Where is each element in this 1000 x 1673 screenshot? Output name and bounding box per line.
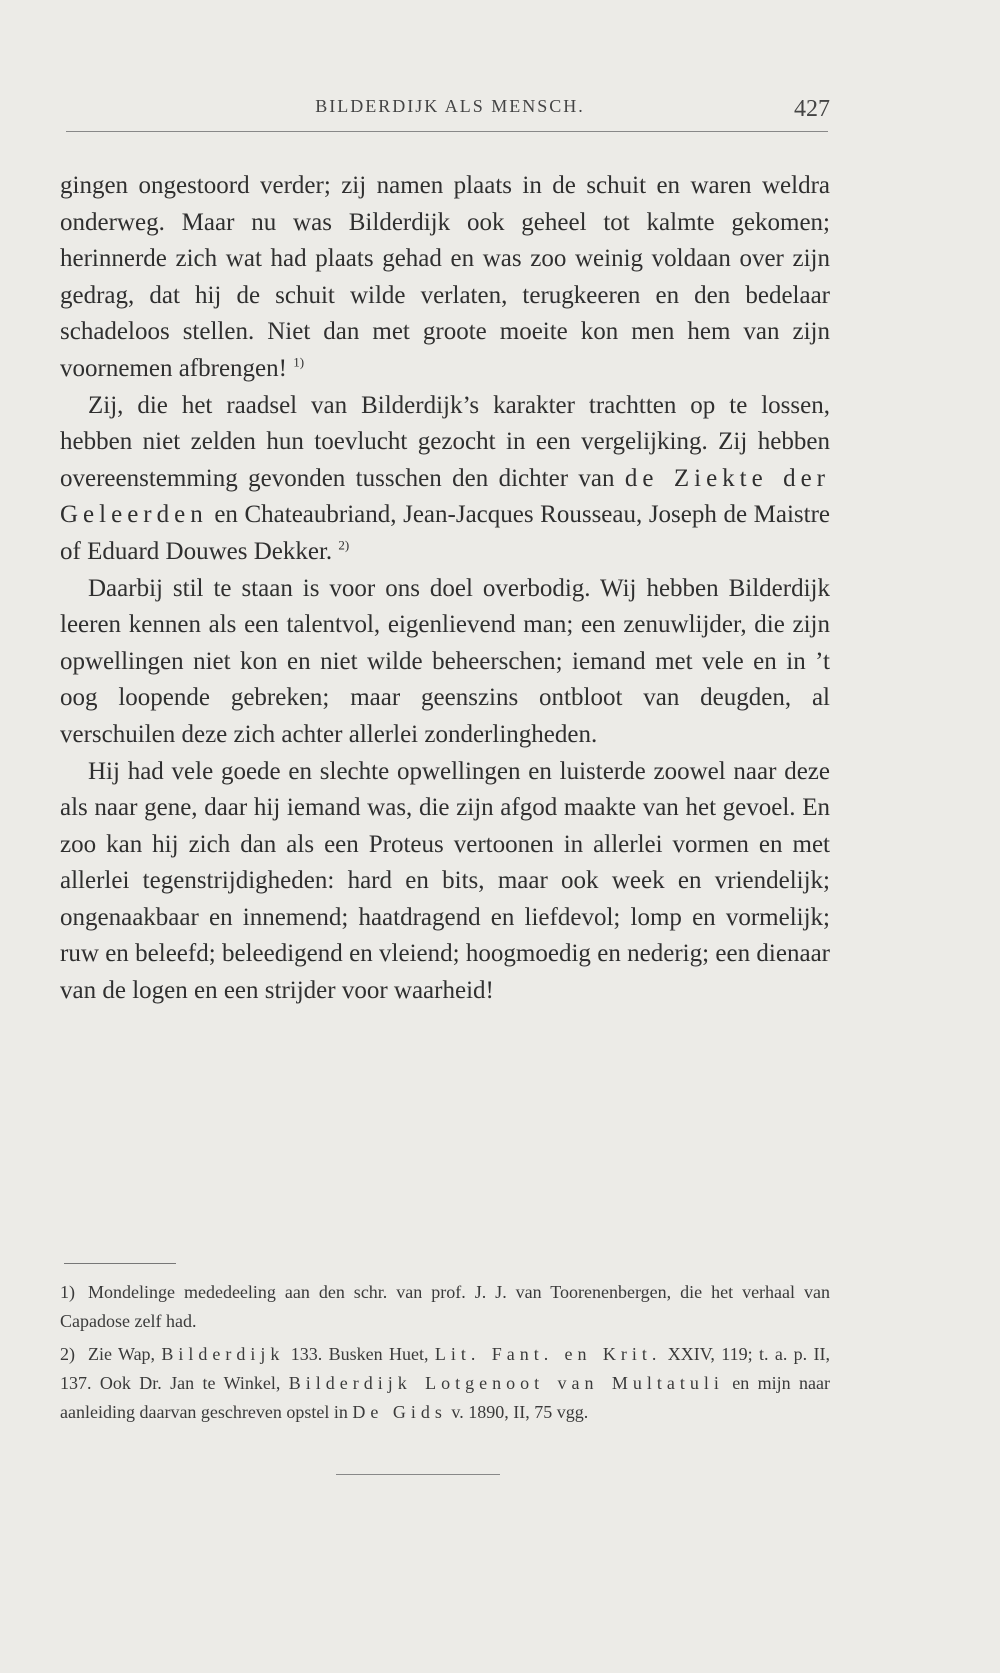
footnote-2-title-3: Bilderdijk Lotgenoot van Multatuli xyxy=(288,1373,724,1393)
footnote-1 xyxy=(60,1278,830,1336)
footnote-1-mark: 1) xyxy=(60,1282,75,1302)
footnote-2-part-2: 133. Busken Huet, xyxy=(290,1344,429,1364)
body-text xyxy=(60,168,830,1010)
paragraph-1 xyxy=(60,168,830,388)
running-title: BILDERDIJK ALS MENSCH. xyxy=(315,96,585,116)
work-title: de Ziekte der Geleerden xyxy=(60,464,830,529)
paragraph-4: Hij had vele goede en slechte opwellingen en luisterde zoowel naar deze als naar gene, daar hij iemand was, die zijn afgod maakte van het gevoel. En zoo kan hij zich dan als een Proteus vertoonen in allerlei vormen en met allerlei tegenstrijdigheden: hard en bits, maar ook week en vriendelijk; ongenaakbaar en innemend; haatdragend en liefdevol; lomp en vormelijk; ruw en beleefd; beleedigend en vleiend; hoogmoedig en nederig; een dienaar van de logen en een strijder voor waarheid! xyxy=(60,757,830,1005)
paragraph-2-text-after: en Chateaubriand, Jean-Jacques Rousseau, Joseph de Maistre of Eduard Douwes Dekker. xyxy=(60,501,831,565)
footnote-ref-2: 2) xyxy=(338,537,350,553)
footnote-2-part-4: en mijn naar aanleiding daarvan geschreven opstel in xyxy=(60,1373,831,1422)
footnote-2-title-4: De Gids xyxy=(352,1402,447,1422)
paragraph-3: Daarbij stil te staan is voor ons doel overbodig. Wij hebben Bilderdijk leeren kennen als een talentvol, eigenlievend man; een zenuwlijder, die zijn opwellingen niet kon en niet wilde beheerschen; iemand met vele en in ’t oog loopende gebreken; maar geenszins ontbloot van deugden, al verschuilen deze zich achter allerlei zonderlingheden. xyxy=(60,574,830,748)
footnote-2-part-5: v. 1890, II, 75 vgg. xyxy=(451,1402,589,1422)
footnote-2-part-1: Zie Wap, xyxy=(88,1344,156,1364)
end-rule xyxy=(336,1474,500,1475)
footnote-1-text: Mondelinge mededeeling aan den schr. van prof. J. J. van Toorenenbergen, die het verhaal van Capadose zelf had. xyxy=(60,1282,830,1331)
header-rule xyxy=(66,131,828,132)
paragraph-2 xyxy=(60,388,830,571)
footnote-2-title-2: Lit. Fant. en Krit. xyxy=(434,1344,662,1364)
footnote-2-title-1: Bilderdijk xyxy=(161,1344,285,1364)
footnotes xyxy=(60,1278,830,1431)
footnote-2-mark: 2) xyxy=(60,1344,75,1364)
footnote-ref-1: 1) xyxy=(293,354,305,370)
page-number: 427 xyxy=(794,96,830,122)
footnote-rule xyxy=(64,1263,176,1264)
paragraph-1-text: gingen ongestoord verder; zij namen plaats in de schuit en waren weldra onderweg. Maar nu was Bilderdijk ook geheel tot kalmte gekomen; herinnerde zich wat had plaats gehad en was zoo weinig voldaan over zijn gedrag, dat hij de schuit wilde verlaten, terugkeeren en den bedelaar schadeloos stellen. Niet dan met groote moeite kon men hem van zijn voornemen afbrengen! xyxy=(60,172,830,382)
paragraph-2-text-before: Zij, die het raadsel van Bilderdijk’s karakter trachtten op te lossen, hebben niet zelden hun toevlucht gezocht in een vergelijking. Zij hebben overeenstemming gevonden tusschen den dichter van xyxy=(60,391,830,492)
footnote-2-part-3: XXIV, 119; t. a. p. II, 137. Ook Dr. Jan te Winkel, xyxy=(60,1344,831,1393)
footnote-2 xyxy=(60,1340,830,1427)
